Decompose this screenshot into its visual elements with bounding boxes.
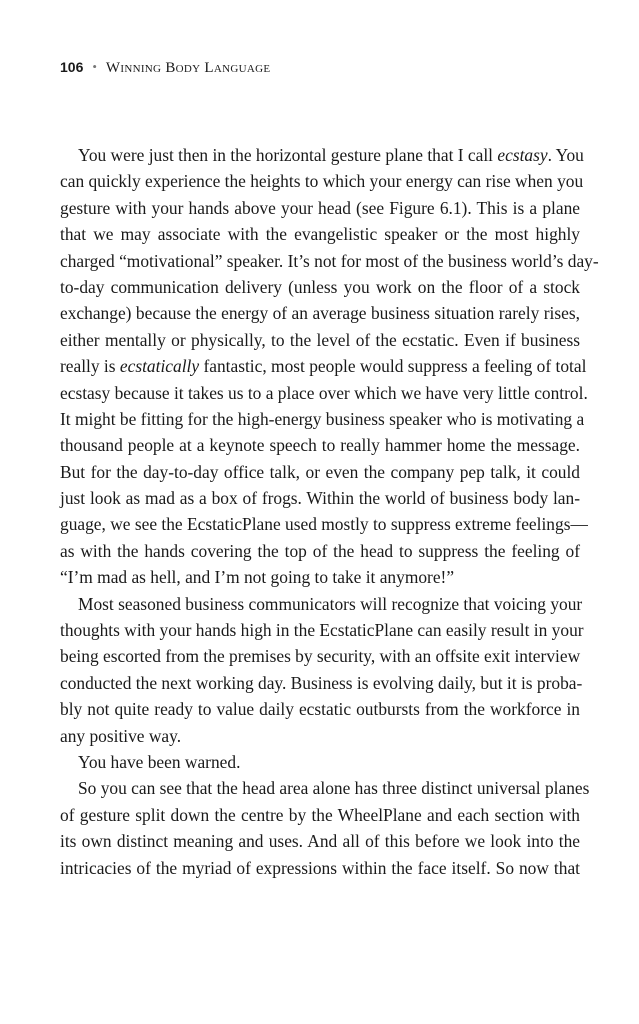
text-line: Most seasoned business communicators will recognize that voicing your (78, 593, 583, 614)
emphasis-ecstasy: ecstasy (497, 145, 548, 165)
text-line: You have been warned. (78, 751, 241, 772)
body-text (60, 142, 599, 881)
book-title: Winning Body Language (105, 60, 271, 76)
text-line: being escorted from the premises by security, with an offsite exit interview (60, 646, 581, 667)
running-head (60, 57, 270, 78)
text-line: So you can see that the head area alone has three distinct universal planes (78, 778, 590, 799)
text-line: really is ecstatically fantastic, most people would suppress a feeling of total (60, 356, 587, 377)
text-line: to-day communication delivery (unless you work on the floor of a stock (60, 276, 580, 297)
text-line: exchange) because the energy of an average business situation rarely rises, (60, 303, 580, 324)
text-line: as with the hands covering the top of the head to suppress the feeling of (60, 540, 580, 561)
text-line: conducted the next working day. Business is evolving daily, but it is proba- (60, 672, 583, 693)
text-line: of gesture split down the centre by the WheelPlane and each section with (60, 804, 580, 825)
text-line: charged “motivational” speaker. It’s not for most of the business world’s day- (60, 250, 599, 271)
page-number: 106 (60, 59, 84, 75)
text-line: gesture with your hands above your head (see Figure 6.1). This is a plane (60, 197, 580, 218)
text-line: “I’m mad as hell, and I’m not going to take it anymore!” (60, 567, 455, 588)
text-line: bly not quite ready to value daily ecstatic outbursts from the workforce in (60, 699, 580, 720)
text-line: just look as mad as a box of frogs. Within the world of business body lan- (60, 488, 580, 509)
text-line: its own distinct meaning and uses. And all of this before we look into the (60, 831, 580, 852)
text-line: that we may associate with the evangelistic speaker or the most highly (60, 224, 580, 245)
text-line: intricacies of the myriad of expressions within the face itself. So now that (60, 857, 580, 878)
header-separator: • (92, 59, 97, 74)
text-line: thoughts with your hands high in the EcstaticPlane can easily result in your (60, 620, 584, 641)
text-line: You were just then in the horizontal gesture plane that I call ecstasy. You (78, 145, 584, 165)
text-line: can quickly experience the heights to which your energy can rise when you (60, 171, 584, 192)
text-line: But for the day-to-day office talk, or even the company pep talk, it could (60, 461, 580, 482)
text-line: either mentally or physically, to the level of the ecstatic. Even if business (60, 329, 580, 350)
text-line: guage, we see the EcstaticPlane used mostly to suppress extreme feelings— (60, 514, 588, 535)
text-line: thousand people at a keynote speech to really hammer home the message. (60, 435, 580, 456)
emphasis-ecstatically: ecstatically (119, 356, 200, 377)
text-line: ecstasy because it takes us to a place over which we have very little control. (60, 382, 588, 403)
text-line: any positive way. (60, 725, 182, 746)
text-line: It might be fitting for the high-energy business speaker who is motivating a (60, 408, 585, 429)
